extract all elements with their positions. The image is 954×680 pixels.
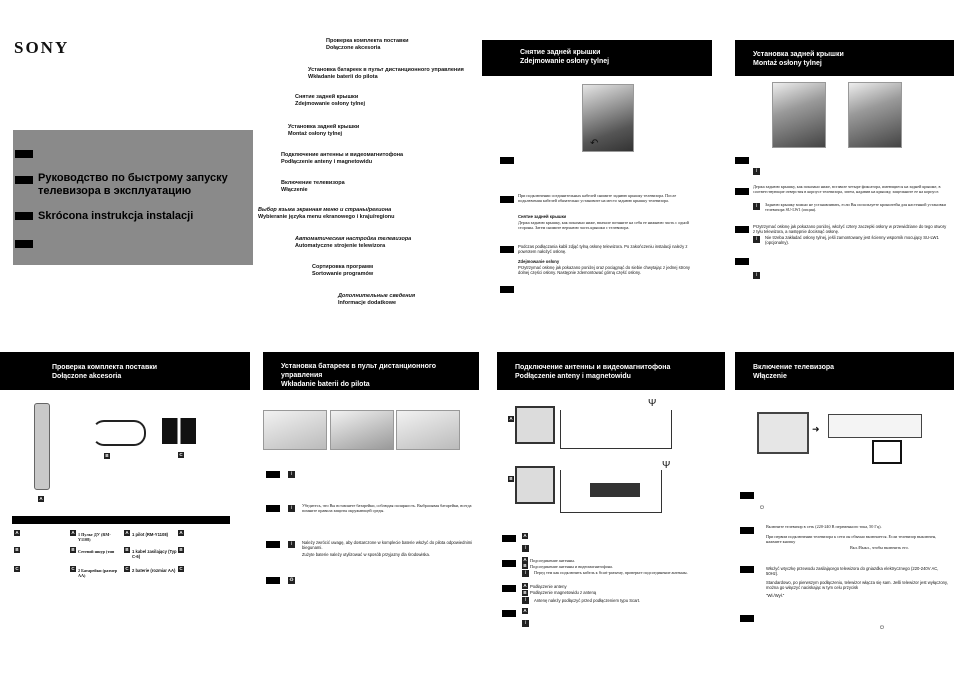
antenna-pl-2: Podłączenie magnetowidu z anteną [530,590,597,595]
info-icon: i [753,168,760,175]
label-b-icon: B [179,547,183,552]
label-c-icon: C [179,566,183,571]
tv-back-illustration [515,466,555,504]
info-icon: i [288,471,295,478]
label-a-icon: A [523,583,527,588]
cover-title-box [13,130,253,265]
toc-item-4[interactable] [288,124,359,137]
cover-tab-3 [15,212,33,220]
antenna-pl-3: Antenę należy podłączyć przed podłączeniem typu Scart. [534,598,641,603]
toc-pl: Wkładanie baterii do pilota [308,73,378,80]
antenna-icon: Ψ [648,398,657,409]
remove-text-ru: При подключении соединительных кабелей снимите заднюю крышку телевизора. После подключения кабелей обязательно установите на место заднюю крышку телевизора. [518,193,677,204]
step-marker [266,541,280,548]
toc-ru: Сортировка программ [312,264,374,270]
step-marker [735,157,749,164]
battery-step-2-illustration [330,410,394,450]
section-title-pl: Zdejmowanie osłony tylnej [520,58,610,65]
section-title-pl: Podłączenie anteny i magnetowidu [515,373,631,380]
step-marker [266,577,280,584]
remove-text-pl-2: Przytrzymać osłonę jak pokazano poniżej oraz pociągnąć do siebie chwytając z jednej strony dolnej części osłony. Następnie zdemontować górną część osłony. [518,265,691,276]
step-marker [500,286,514,293]
install-cover-header [735,40,954,76]
install-text-ru: Держа заднюю крышку, как показано ниже, вставьте четыре фиксатора, имеющиеся на задней крышке, в соответствующие отверстия в корпусе телевизора, затем, надавив на крышку, защелкните ее на корпусе. [753,184,941,195]
step-marker [740,566,754,573]
section-title-pl: Dołączone akcesoria [52,373,122,380]
section-title-pl: Wkładanie baterii do pilota [281,381,370,388]
batteries-header [263,352,479,390]
info-icon: i [522,597,529,604]
label-a-icon: A [71,530,75,535]
step-marker [735,226,749,233]
install-cover-illustration-1 [772,82,826,148]
remove-text-ru-2: Держа заднюю крышку, как показано ниже, впачале потяните на себя ее нижнюю часть с одной стороны. Затем снимите верхнюю часть крышки с телевизора. [518,220,689,231]
batteries-illustration [162,418,196,444]
toc-pl: Zdejmowanie osłony tylnej [295,100,365,107]
step-marker [500,196,514,203]
power-pl-2: Standardowo, po pierwszym podłączeniu, telewizor włącza się sam. Jeśli telewizor jest wyłączony, można go włączyć naciskając w tym celu przycisk [766,580,948,591]
label-a-icon: A [523,608,527,613]
toc-ru: Проверка комплекта поставки [326,38,409,44]
section-title-ru: Установка батареек в пульт дистанционного управления [281,363,437,379]
toc-item-8[interactable] [295,236,411,249]
label-a-icon: A [15,530,19,535]
antenna-ru-2: Подсоединение антенны и видеомагнитофона. [530,564,613,569]
remote-control-illustration [34,403,50,490]
step-marker [740,492,754,499]
install-text-pl: Przytrzymać osłonę jak pokazano poniżej, włożyć cztery zaczepki osłony w przewidziane do tego otwory z tyłu telewizora, a następnie docisnąć osłonę. [753,224,947,235]
antenna-ru-3: Перед тем как подключить кабель к Scart-разъему, проверьте подсоединение антенны. [534,570,688,575]
info-icon: i [753,272,760,279]
accessory-b-ru: Сетевой шнур (тип [78,549,115,554]
antenna-header [497,352,725,390]
info-icon: i [753,236,760,243]
vcr-wiring-diagram [560,470,662,513]
cover-tab-4 [15,240,33,248]
power-cord-illustration [92,420,146,446]
accessory-a-pl: 1 pilot (RM-Y1108) [132,532,169,537]
power-ru-3: Вкл./Выкл., чтобы включить его. [850,545,909,550]
toc-ru: Установка батареек в пульт дистанционного управления [308,67,464,73]
power-pl-3: "Wł./Wył." [766,593,785,598]
toc-pl: Montaż osłony tylnej [288,130,343,137]
power-icon: ⏻ [880,625,884,631]
toc-pl: Włączenie [281,186,308,193]
info-icon: i [522,545,529,552]
cover-title-ru: Руководство по быстрому запуску телевизора в эксплуатацию [38,172,228,197]
battery-step-3-illustration [396,410,460,450]
section-title-pl: Montaż osłony tylnej [753,60,822,67]
toc-pl: Dołączone akcesoria [326,44,381,51]
remove-sub-pl: Zdejmowanie osłony [518,259,560,264]
info-icon: i [522,570,529,577]
arrow-icon: ↶ [590,138,599,149]
toc-item-2[interactable] [308,67,464,80]
label-a-icon: A [523,557,527,562]
battery-step-1-illustration [263,410,327,450]
toc-pl: Podłączenie anteny i magnetowidu [281,158,373,165]
info-icon: i [522,620,529,627]
step-marker [266,471,280,478]
remove-cover-header [482,40,712,76]
toc-item-3[interactable] [295,94,365,107]
step-marker [502,585,516,592]
label-a-icon: A [39,496,43,501]
batteries-text-ru: Убедитесь, что Вы вставляете батарейки, соблюдая полярность. Выбрасывая батарейки, всегда помните правила защиты окружающей среды. [302,503,472,514]
toc-ru: Подключение антенны и видеомагнитофона [281,152,404,158]
toc-item-7[interactable] [258,207,395,220]
install-note-pl: Nie trzeba zakładać osłony tylnej, jeśli zamontowany jest ścienny wspornik mocujący SU-LW1 (opcjonalny). [765,235,939,246]
remove-sub-ru: Снятие задней крышки [518,214,567,219]
label-c-icon: C [71,566,75,571]
batteries-text-pl-1: Należy zwrócić uwagę, aby dostarczone w komplecie baterie włożyć do pilota odpowiednimi biegunami. [302,540,473,551]
toc-item-5[interactable] [281,152,403,165]
install-note-ru: Заднюю крышку можно не устанавливать, если Вы используете кронштейн для настенной установки телевизора SU-LW1 (опция). [765,202,946,213]
tv-back-illustration [515,406,555,444]
step-marker [740,615,754,622]
label-a-icon: A [179,530,183,535]
toc-pl: Automatyczne strojenie telewizora [295,242,386,249]
toc-item-1[interactable] [326,38,409,51]
table-header [12,516,230,524]
accessory-c-ru: 2 Батарейки (размер АА) [78,568,118,579]
step-marker [740,527,754,534]
power-pl-1: Włożyć wtyczkę przewodu zasilającego telewizora do gniazdka elektrycznego (220-240V AC, 50Hz). [766,566,939,577]
antenna-ru-1: Подсоединение антенны. [530,558,575,563]
section-title-ru: Включение телевизора [753,364,835,371]
power-on-header [735,352,954,390]
accessory-a-ru: 1 Пульт ДУ (RM-Y1108) [78,532,111,543]
antenna-icon: Ψ [662,460,671,471]
cover-tab-1 [15,150,33,158]
info-icon: i [288,541,295,548]
antenna-wiring-diagram [560,410,672,449]
batteries-text-pl-2: Zużyte baterie należy utylizować w sposób przyjazny dla środowiska. [302,552,431,557]
toc-ru: Выбор языка экранная меню и страны/региона [258,207,392,213]
step-marker [502,610,516,617]
toc-ru: Снятие задней крышки [295,94,359,100]
toc-ru: Включение телевизора [281,180,345,186]
install-cover-illustration-2 [848,82,902,148]
tv-front-illustration [872,440,902,464]
step-marker [502,535,516,542]
info-icon: i [753,203,760,210]
label-a-icon: A [523,533,527,538]
label-b-icon: B [125,547,129,552]
section-title-ru: Снятие задней крышки [520,49,601,56]
step-marker [266,505,280,512]
toc-item-9[interactable] [312,264,373,277]
label-a-icon: A [509,416,513,421]
power-ru-1: Включите телевизор в сеть (220-240 В переменного тока, 50 Гц). [766,524,882,529]
accessories-header [0,352,250,390]
toc-ru: Автоматическая настройка телевизора [295,236,412,242]
label-b-icon: B [105,453,109,458]
power-icon: ⏻ [760,505,764,511]
step-marker [500,246,514,253]
label-b-icon: B [509,476,513,481]
cover-tab-2 [15,176,33,184]
section-title-ru: Подключение антенны и видеомагнитофона [515,364,671,371]
power-ru-2: При первом подключении телевизора к сети он обычно включается. Если телевизор выключен, нажмите кнопку [766,534,937,545]
accessory-b-pl: 1 kabel zasilający (Typ C-6) [132,549,177,560]
toc-ru: Установка задней крышки [288,124,360,130]
step-marker [502,560,516,567]
sony-logo: SONY [14,38,70,57]
remove-text-pl: Podczas podłączania kabli zdjąć tylną osłonę telewizora. Po zakończeniu instalacji należy z powrotem nałożyć osłonę. [518,244,688,255]
info-icon: i [288,505,295,512]
label-a-icon: A [125,530,129,535]
cover-title-pl: Skrócona instrukcja instalacji [38,210,194,222]
toc-pl: Informacje dodatkowe [338,299,397,306]
section-title-ru: Проверка комплекта поставки [52,364,158,371]
step-marker [500,157,514,164]
tv-illustration [757,412,809,454]
toc-pl: Sortowanie programów [312,270,374,277]
step-marker [735,258,749,265]
plug-icon: ➜ [812,424,820,434]
label-c-icon: C [15,566,19,571]
step-marker [735,188,749,195]
label-b-icon: B [71,547,75,552]
toc-item-10[interactable] [338,293,415,306]
toc-pl: Wybieranie języka menu ekranowego i kraju/regionu [258,213,395,220]
label-c-icon: C [125,566,129,571]
toc-item-6[interactable] [281,180,345,193]
section-title-ru: Установка задней крышки [753,51,844,58]
antenna-pl-1: Podłączenie anteny [530,584,567,589]
label-b-icon: B [523,563,527,568]
label-c-icon: C [179,452,183,457]
label-b-icon: B [15,547,19,552]
recycle-icon: ♻ [289,577,294,583]
toc-ru: Дополнительные сведения [338,293,416,299]
label-b-icon: B [523,590,527,595]
section-title-pl: Włączenie [753,373,787,380]
accessory-c-pl: 2 baterie (rozmiar AA) [132,568,176,573]
wall-outlet-illustration [828,414,922,438]
